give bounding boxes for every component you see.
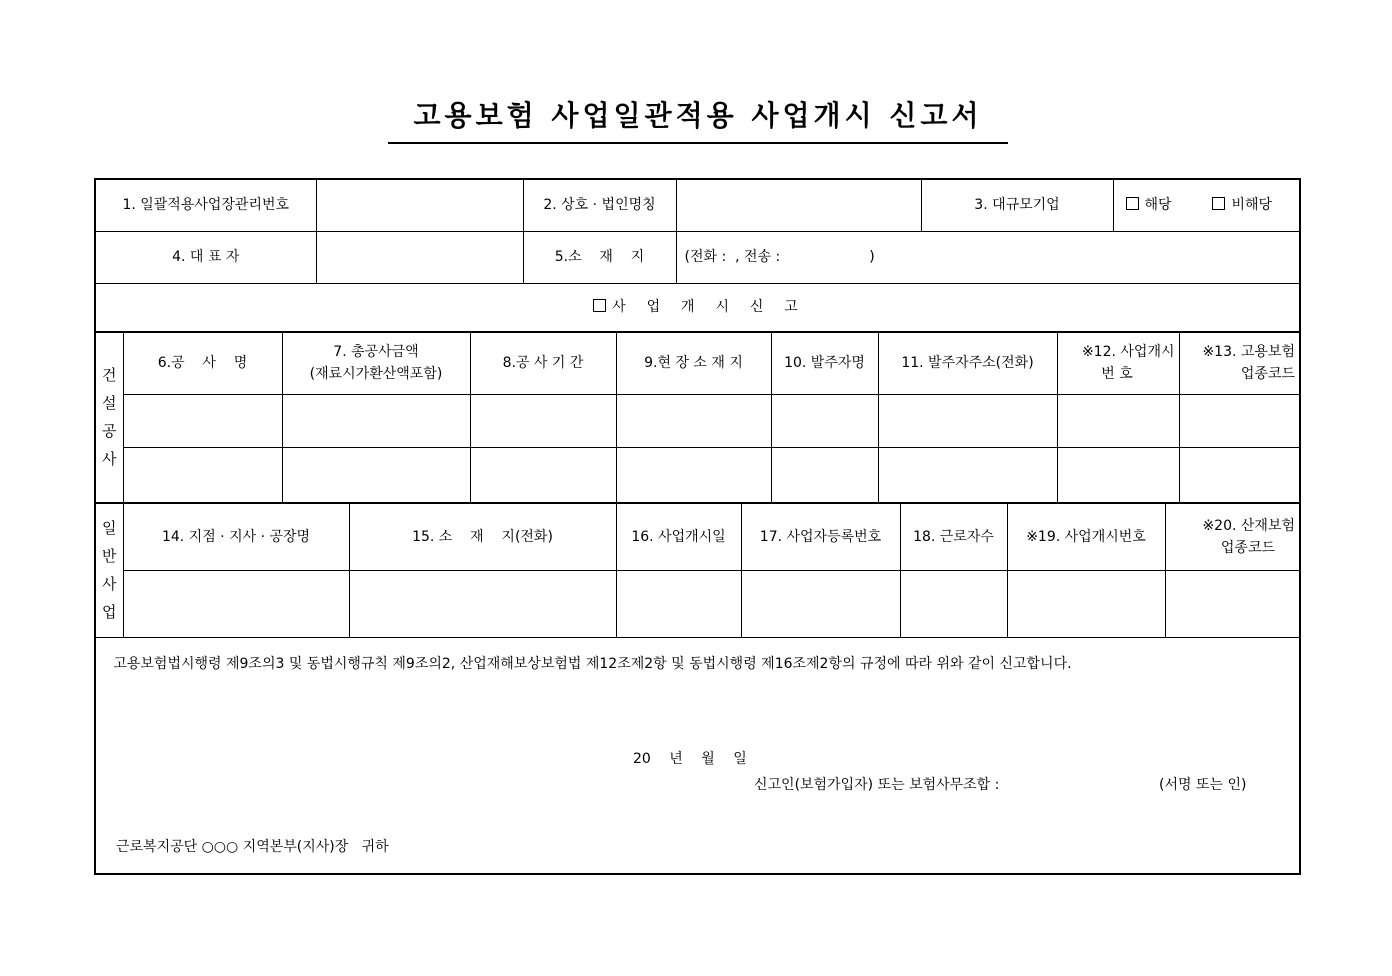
construction-table [96, 332, 1299, 503]
client-address-header: 11. 발주자주소(전화) [878, 332, 1057, 394]
construction-period-header: 8.공 사 기 간 [470, 332, 616, 394]
input-cell[interactable] [349, 570, 616, 637]
input-cell[interactable] [616, 394, 771, 447]
applicable-checkbox[interactable] [1126, 197, 1172, 213]
total-cost-header: 7. 총공사금액 (재료시가환산액포함) [282, 332, 470, 394]
input-cell[interactable] [616, 570, 741, 637]
not-applicable-label: 비해당 [1231, 197, 1273, 214]
input-cell[interactable] [771, 447, 878, 502]
input-cell[interactable] [1057, 394, 1179, 447]
header-table [96, 180, 1299, 332]
company-name-label: 2. 상호 · 법인명칭 [523, 180, 676, 231]
construction-side-label: 건 설 공 사 [96, 332, 123, 502]
large-company-label: 3. 대규모기업 [921, 180, 1113, 231]
input-cell[interactable] [900, 570, 1007, 637]
report-date: 20 년 월 일 [633, 751, 747, 767]
input-cell[interactable] [771, 394, 878, 447]
large-company-options [1113, 180, 1299, 231]
general-side-label: 일 반 사 업 [96, 503, 123, 637]
checkbox-icon [593, 299, 606, 312]
general-start-number-header: ※19. 사업개시번호 [1007, 503, 1165, 570]
management-number-label: 1. 일괄적용사업장관리번호 [96, 180, 316, 231]
client-name-header: 10. 발주자명 [771, 332, 878, 394]
employment-industry-code-header: ※13. 고용보험 업종코드 [1179, 332, 1299, 394]
section-label: 사 업 개 시 신 고 [612, 299, 802, 315]
input-cell[interactable] [1165, 570, 1299, 637]
address-input[interactable] [676, 231, 1299, 283]
input-cell[interactable] [282, 447, 470, 502]
company-name-input[interactable] [676, 180, 921, 231]
project-name-header: 6.공 사 명 [123, 332, 282, 394]
representative-label: 4. 대 표 자 [96, 231, 316, 283]
management-number-input[interactable] [316, 180, 523, 231]
input-cell[interactable] [1179, 394, 1299, 447]
branch-location-header: 15. 소 재 지(전화) [349, 503, 616, 570]
form-frame [94, 178, 1301, 875]
form-title: 고용보험 사업일관적용 사업개시 신고서 [388, 94, 1008, 144]
input-cell[interactable] [741, 570, 900, 637]
declaration-section [96, 636, 1299, 875]
input-cell[interactable] [616, 447, 771, 502]
recipient-label: 근로복지공단 ○○○ 지역본부(지사)장 귀하 [116, 839, 389, 855]
start-number-header: ※12. 사업개시 번 호 [1057, 332, 1179, 394]
not-applicable-checkbox[interactable] [1212, 197, 1272, 213]
input-cell[interactable] [123, 447, 282, 502]
applicable-label: 해당 [1144, 197, 1172, 214]
declaration-text: 고용보험법시행령 제9조의3 및 동법시행규칙 제9조의2, 산업재해보상보험법 제12조제2항 및 동법시행령 제16조제2항의 규정에 따라 위와 같이 신고합니다. [113, 656, 1072, 672]
site-location-header: 9.현 장 소 재 지 [616, 332, 771, 394]
address-label: 5.소 재 지 [523, 231, 676, 283]
input-cell[interactable] [1007, 570, 1165, 637]
input-cell[interactable] [470, 394, 616, 447]
business-registration-header: 17. 사업자등록번호 [741, 503, 900, 570]
input-cell[interactable] [123, 394, 282, 447]
start-date-header: 16. 사업개시일 [616, 503, 741, 570]
input-cell[interactable] [878, 394, 1057, 447]
input-cell[interactable] [470, 447, 616, 502]
checkbox-icon [1126, 197, 1139, 210]
input-cell[interactable] [123, 570, 349, 637]
input-cell[interactable] [1179, 447, 1299, 502]
input-cell[interactable] [282, 394, 470, 447]
input-cell[interactable] [878, 447, 1057, 502]
checkbox-icon [1212, 197, 1225, 210]
representative-input[interactable] [316, 231, 523, 283]
contact-placeholder: (전화 : , 전송 : ) [684, 249, 875, 265]
business-start-report-heading[interactable] [96, 283, 1299, 331]
industrial-accident-code-header: ※20. 산재보험 업종코드 [1165, 503, 1299, 570]
reporter-label: 신고인(보험가입자) 또는 보험사무조합 : [754, 777, 1000, 793]
input-cell[interactable] [1057, 447, 1179, 502]
general-business-table [96, 503, 1299, 638]
signature-label: (서명 또는 인) [1159, 777, 1247, 793]
branch-name-header: 14. 지점 · 지사 · 공장명 [123, 503, 349, 570]
employee-count-header: 18. 근로자수 [900, 503, 1007, 570]
